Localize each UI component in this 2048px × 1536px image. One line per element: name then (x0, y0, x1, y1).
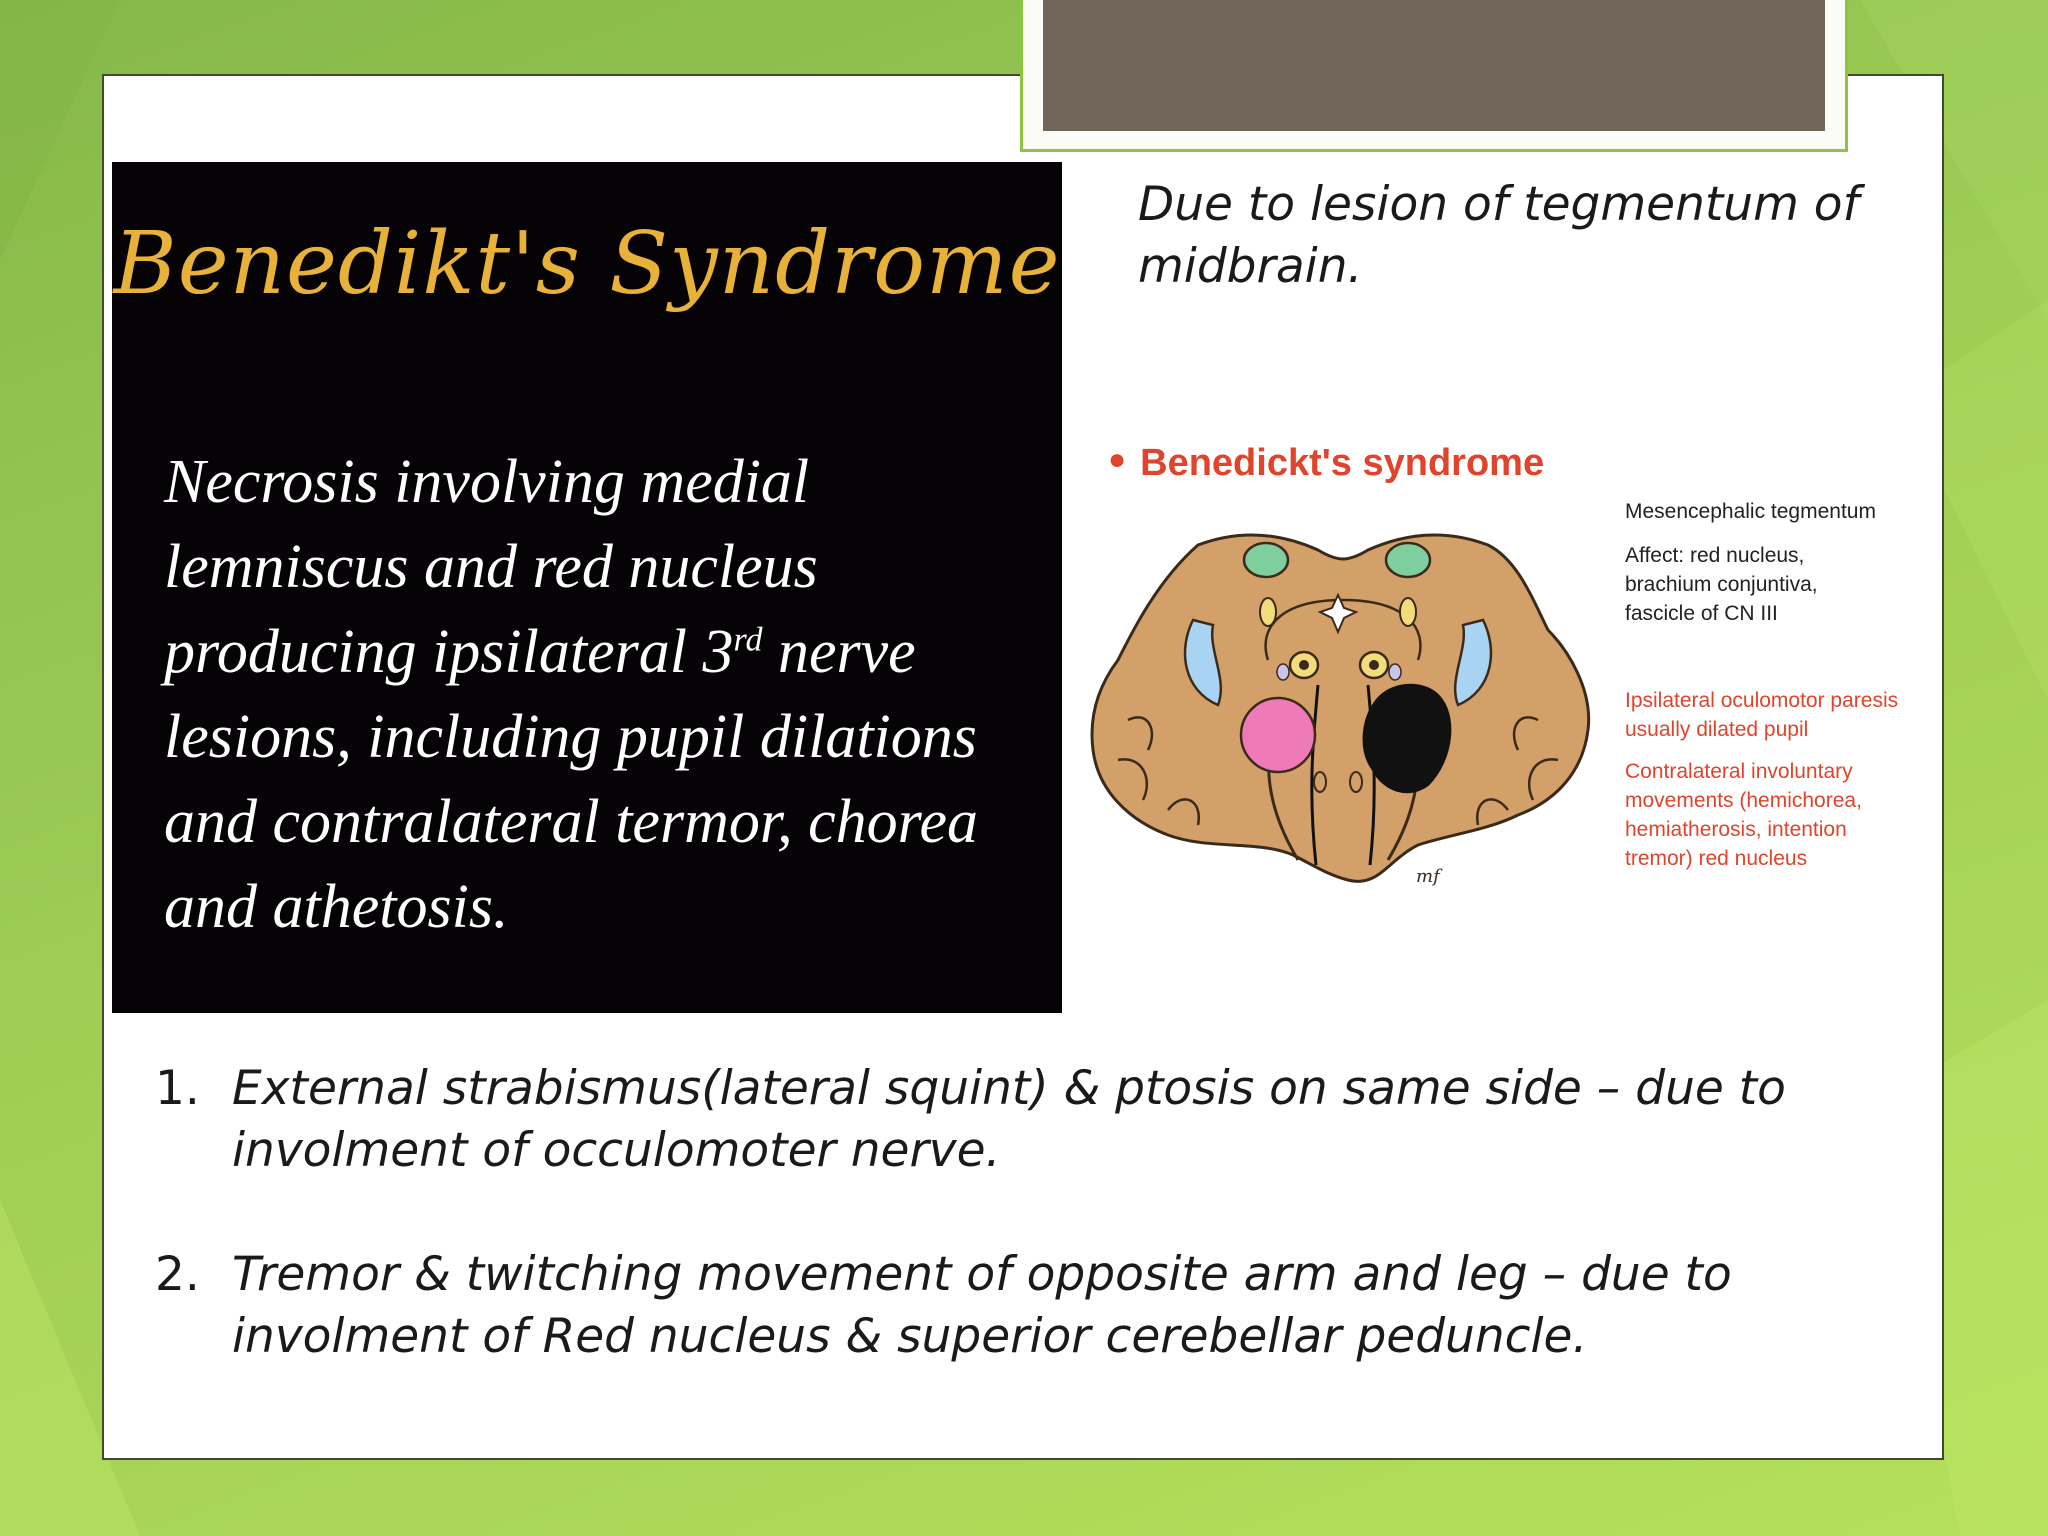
figure-title-text: Benedickt's syndrome (1140, 442, 1545, 484)
list-item-text: Tremor & twitching movement of opposite arm and leg – due to involment of Red nucleus & superior cerebellar peduncle. (232, 1247, 1732, 1364)
panel-text-part1: Necrosis involving medial lemniscus and red nucleus producing ipsilateral 3 (164, 448, 818, 686)
panel-title: Benedikt's Syndrome (113, 214, 1061, 314)
list-item-number: 2. (155, 1247, 200, 1302)
panel-description (164, 440, 1044, 950)
midbrain-outline (1092, 535, 1589, 881)
symptom-list (150, 1058, 1910, 1430)
list-item (150, 1058, 1910, 1182)
title-placeholder (1020, 0, 1848, 152)
label-affect: Affect: red nucleus, brachium conjuntiva, fascicle of CN III (1625, 544, 1818, 625)
benedikt-image-panel (112, 162, 1062, 1013)
figure-signature: mf (1416, 866, 1440, 887)
title-bar (1043, 0, 1825, 131)
bullet-icon: ● (1108, 443, 1127, 476)
list-item-text: External strabismus(lateral squint) & ptosis on same side – due to involment of occulomoter nerve. (232, 1061, 1786, 1178)
superior-colliculus-left (1244, 543, 1288, 577)
label-region: Mesencephalic tegmentum (1625, 500, 1876, 523)
midbrain-diagram (1088, 520, 1598, 900)
list-item (150, 1244, 1910, 1368)
panel-text-part2: nerve lesions, including pupil dilations and contralateral termor, chorea and athetosis. (164, 618, 978, 941)
list-item-number: 1. (155, 1061, 200, 1116)
label-ipsilateral: Ipsilateral oculomotor paresis usually dilated pupil (1625, 689, 1899, 741)
label-contralateral: Contralateral involuntary movements (hemichorea, hemiatherosis, intention tremor) red nucleus (1625, 760, 1862, 870)
figure-title (1108, 442, 1544, 485)
intro-text: Due to lesion of tegmentum of midbrain. (1138, 177, 1860, 294)
red-nucleus-left (1241, 698, 1315, 772)
panel-text-sup: rd (733, 621, 763, 659)
superior-colliculus-right (1386, 543, 1430, 577)
